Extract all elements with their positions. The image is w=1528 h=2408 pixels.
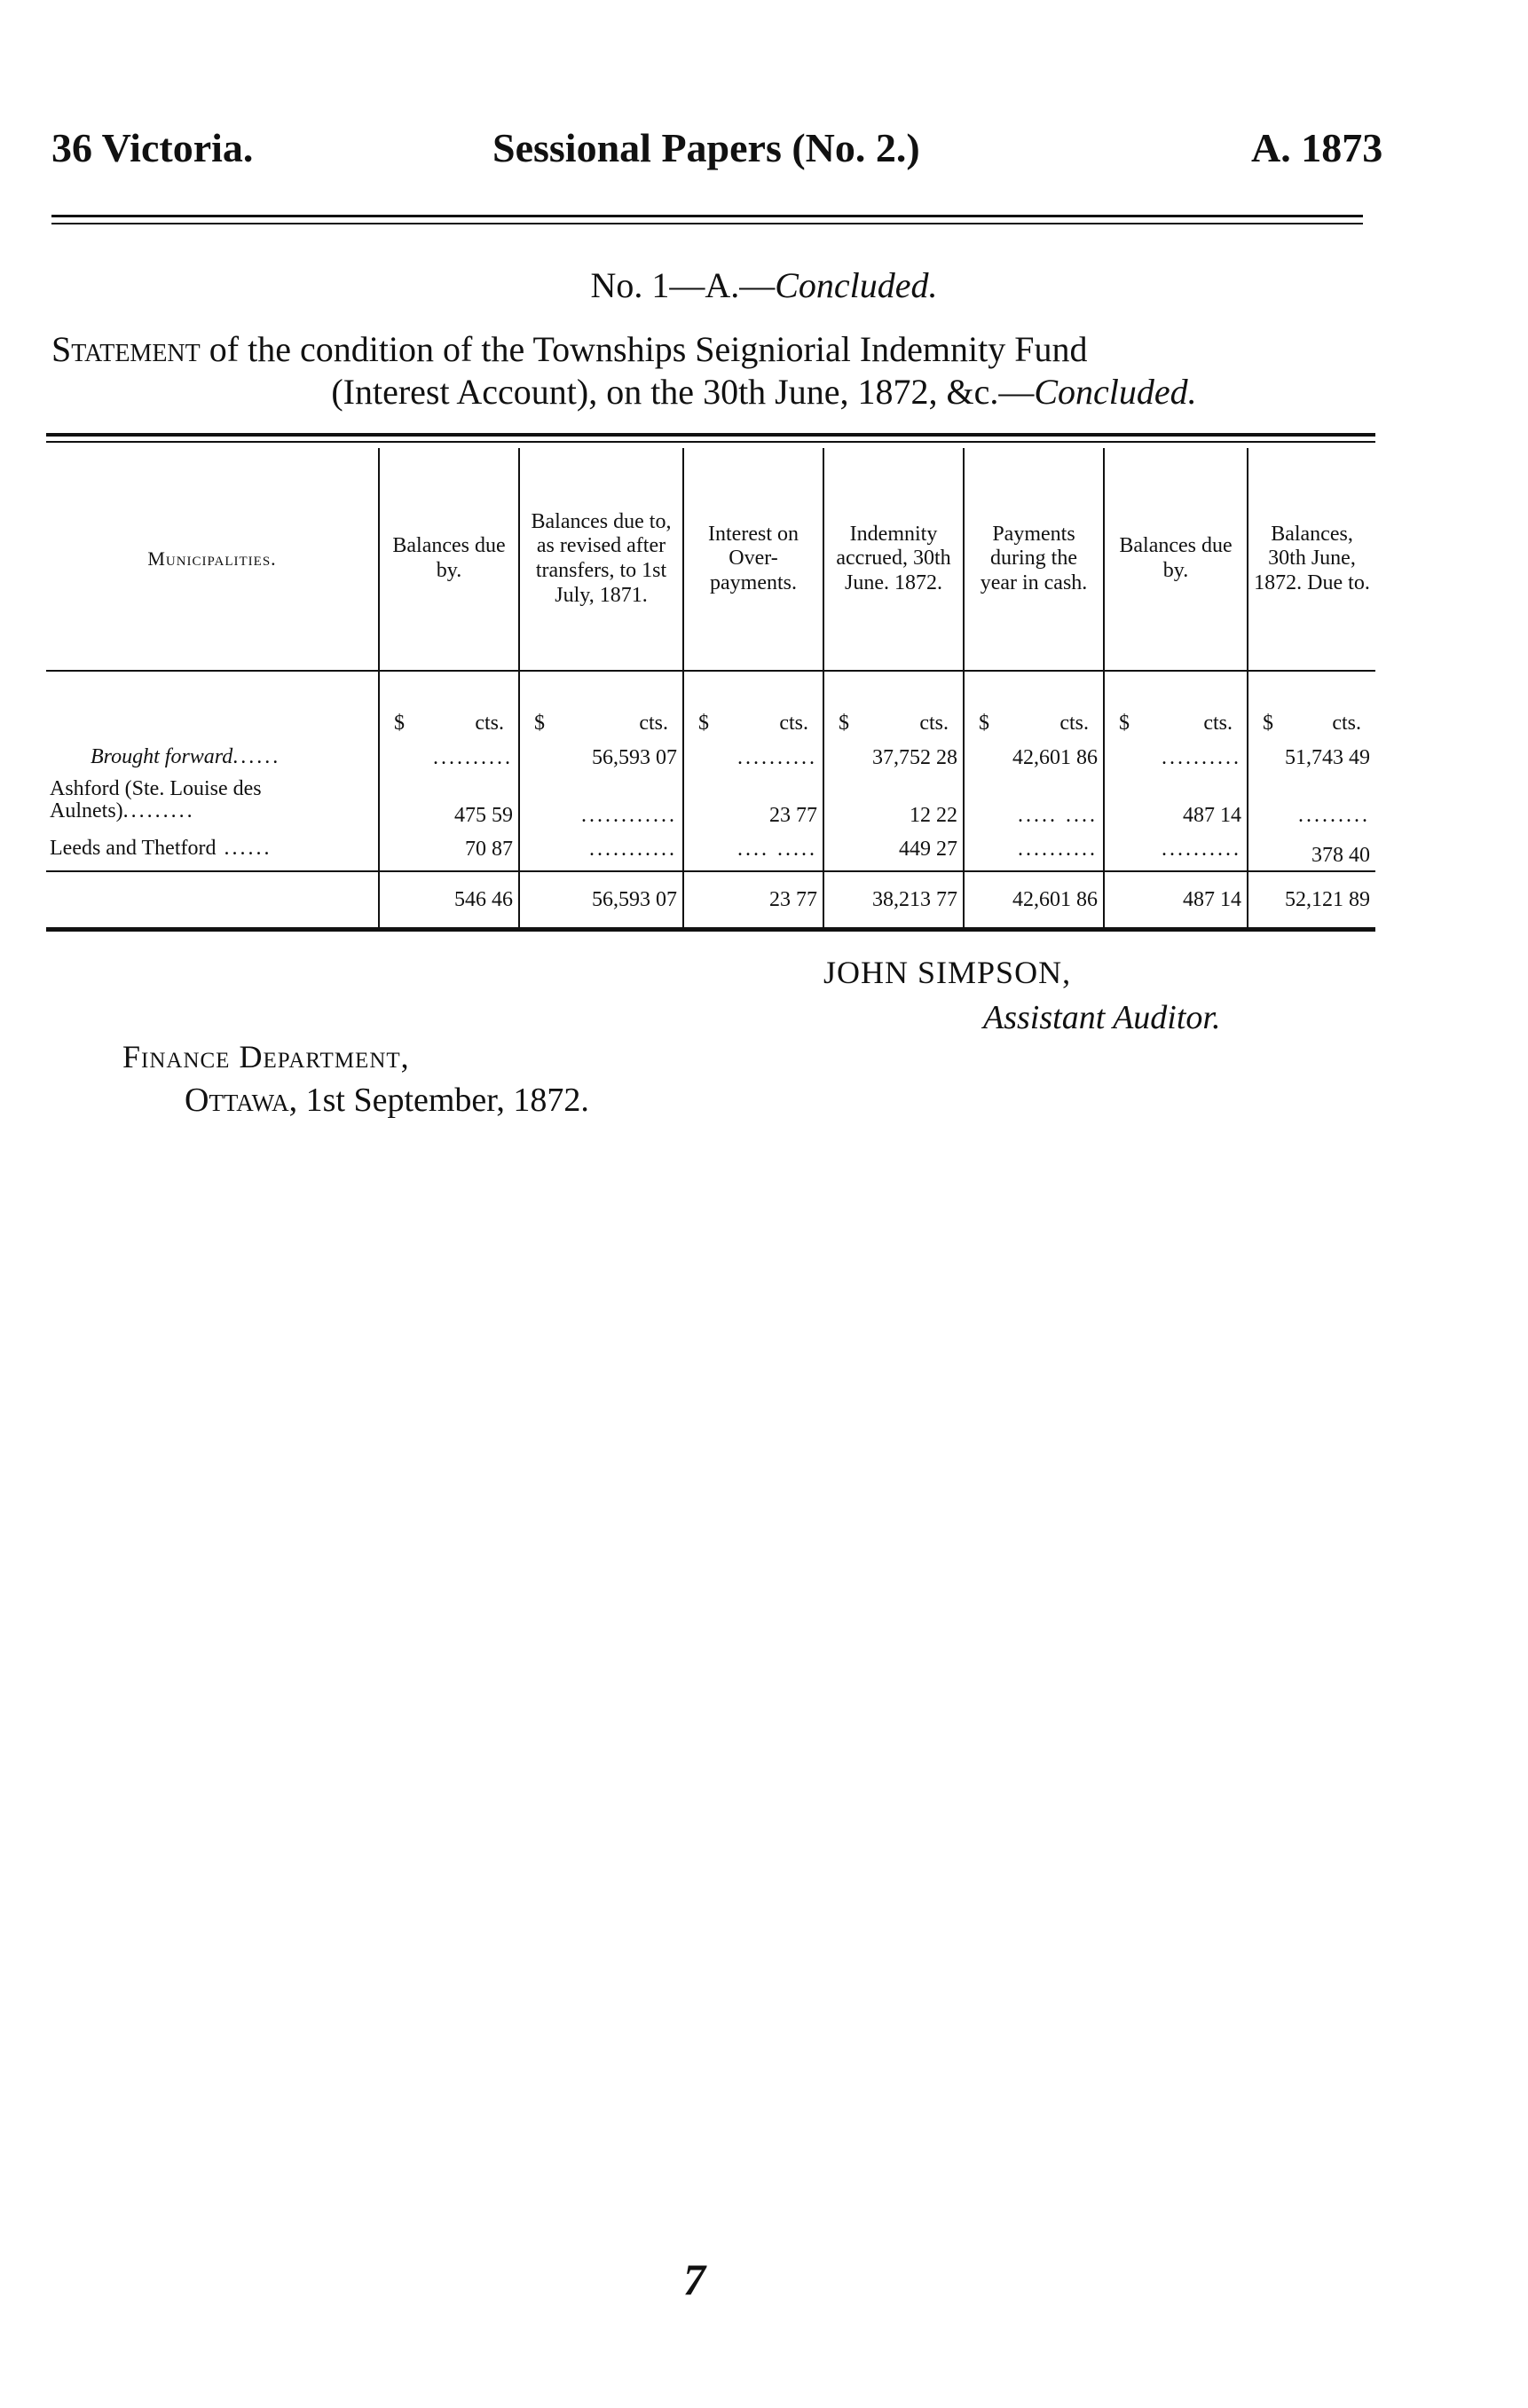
unit-cents: cts. [1332, 712, 1361, 735]
total-cell: 487 14 [1104, 871, 1248, 930]
doc-number-prefix: No. 1—A.— [590, 265, 776, 305]
col-balances-due-by: Balances due by. [379, 448, 519, 671]
unit-cents: cts. [639, 712, 668, 735]
statement-line1: of the condition of the Townships Seigniorial Indemnity Fund [200, 329, 1088, 369]
unit-dollar: $ [1263, 712, 1273, 735]
cell: .... ..... [683, 828, 823, 871]
col-balances-due-by-2: Balances due by. [1104, 448, 1248, 671]
dateline-date: 1st September, 1872. [297, 1082, 589, 1119]
col-indemnity-accrued: Indemnity accrued, 30th June. 1872. [823, 448, 964, 671]
table-rule-top [46, 433, 1375, 437]
unit-dollar: $ [394, 712, 405, 735]
cell: 56,593 07 [519, 743, 683, 773]
header-rule-bottom [51, 223, 1363, 224]
header-session: 36 Victoria. [51, 125, 254, 170]
unit-dollar: $ [1119, 712, 1130, 735]
cell: 12 22 [823, 773, 964, 828]
cell: .......... [1104, 828, 1248, 871]
statement-title-line2 [0, 371, 1528, 413]
unit-cents: cts. [779, 712, 808, 735]
row-name [46, 773, 379, 828]
row-name-text: Ashford (Ste. Louise des Aulnets) [50, 776, 262, 822]
row-name [46, 743, 379, 773]
units-cell [964, 671, 1104, 743]
dateline-department: Finance Department, [122, 1039, 410, 1074]
total-cell: 546 46 [379, 871, 519, 930]
table-rule-top2 [46, 441, 1375, 443]
cell: 37,752 28 [823, 743, 964, 773]
row-name [46, 828, 379, 871]
units-cell [1248, 671, 1375, 743]
cell: ............ [519, 773, 683, 828]
total-cell: 42,601 86 [964, 871, 1104, 930]
col-municipalities: Municipalities. [46, 448, 379, 671]
units-cell [379, 671, 519, 743]
unit-dollar: $ [534, 712, 545, 735]
units-cell [519, 671, 683, 743]
cell: 42,601 86 [964, 743, 1104, 773]
total-cell: 56,593 07 [519, 871, 683, 930]
cell: .......... [379, 743, 519, 773]
unit-dollar: $ [979, 712, 989, 735]
units-cell [1104, 671, 1248, 743]
table-row [46, 828, 1375, 871]
signature-name: JOHN SIMPSON, [823, 955, 1072, 990]
header-year: A. 1873 [1251, 125, 1383, 170]
cell: 378 40 [1248, 828, 1375, 871]
cell: 487 14 [1104, 773, 1248, 828]
cell: ..... .... [964, 773, 1104, 828]
cell: 51,743 49 [1248, 743, 1375, 773]
leader-dots: ...... [232, 745, 281, 769]
total-cell: 52,121 89 [1248, 871, 1375, 930]
header-title-text: Sessional Papers (No. 2.) [492, 125, 920, 170]
statement-line2-italic: Concluded. [1034, 372, 1197, 412]
unit-cents: cts. [1203, 712, 1233, 735]
cell: ........... [519, 828, 683, 871]
leader-dots: ......... [122, 799, 195, 822]
col-balances-due-to: Balances, 30th June, 1872. Due to. [1248, 448, 1375, 671]
statement-title-line1 [51, 328, 1382, 370]
cell: 449 27 [823, 828, 964, 871]
statement-lead: Statement [51, 329, 201, 369]
cell: ......... [1248, 773, 1375, 828]
leader-dots: ...... [216, 837, 272, 861]
row-name-text: Brought forward [91, 745, 233, 769]
cell: .......... [1104, 743, 1248, 773]
units-blank [46, 671, 379, 743]
table-row [46, 773, 1375, 828]
unit-dollar: $ [839, 712, 849, 735]
unit-cents: cts. [1059, 712, 1089, 735]
unit-cents: cts. [919, 712, 949, 735]
cell: 475 59 [379, 773, 519, 828]
header-title [492, 124, 920, 171]
units-row [46, 671, 1375, 743]
totals-row [46, 871, 1375, 930]
dateline-place-date [185, 1081, 589, 1120]
total-cell: 38,213 77 [823, 871, 964, 930]
table-row [46, 743, 1375, 773]
signature-title: Assistant Auditor. [983, 999, 1221, 1036]
dateline-place: Ottawa, [185, 1082, 298, 1119]
cell: 70 87 [379, 828, 519, 871]
statement-line2: (Interest Account), on the 30th June, 1872, &c.— [331, 372, 1035, 412]
col-balances-due-to-revised: Balances due to, as revised after transfers, to 1st July, 1871. [519, 448, 683, 671]
statement-table [46, 448, 1375, 932]
totals-label [46, 871, 379, 930]
cell: 23 77 [683, 773, 823, 828]
row-name-text: Leeds and Thetford [50, 837, 217, 861]
units-cell [823, 671, 964, 743]
unit-dollar: $ [698, 712, 709, 735]
total-cell: 23 77 [683, 871, 823, 930]
unit-cents: cts. [475, 712, 504, 735]
table-header-row [46, 448, 1375, 671]
cell: .......... [683, 743, 823, 773]
page-number: 7 [683, 2255, 705, 2304]
col-payments-cash: Payments during the year in cash. [964, 448, 1104, 671]
cell: .......... [964, 828, 1104, 871]
header-rule-top [51, 215, 1363, 217]
doc-number [0, 264, 1528, 306]
units-cell [683, 671, 823, 743]
col-interest-overpayments: Interest on Over-payments. [683, 448, 823, 671]
doc-number-suffix: Concluded. [775, 265, 938, 305]
